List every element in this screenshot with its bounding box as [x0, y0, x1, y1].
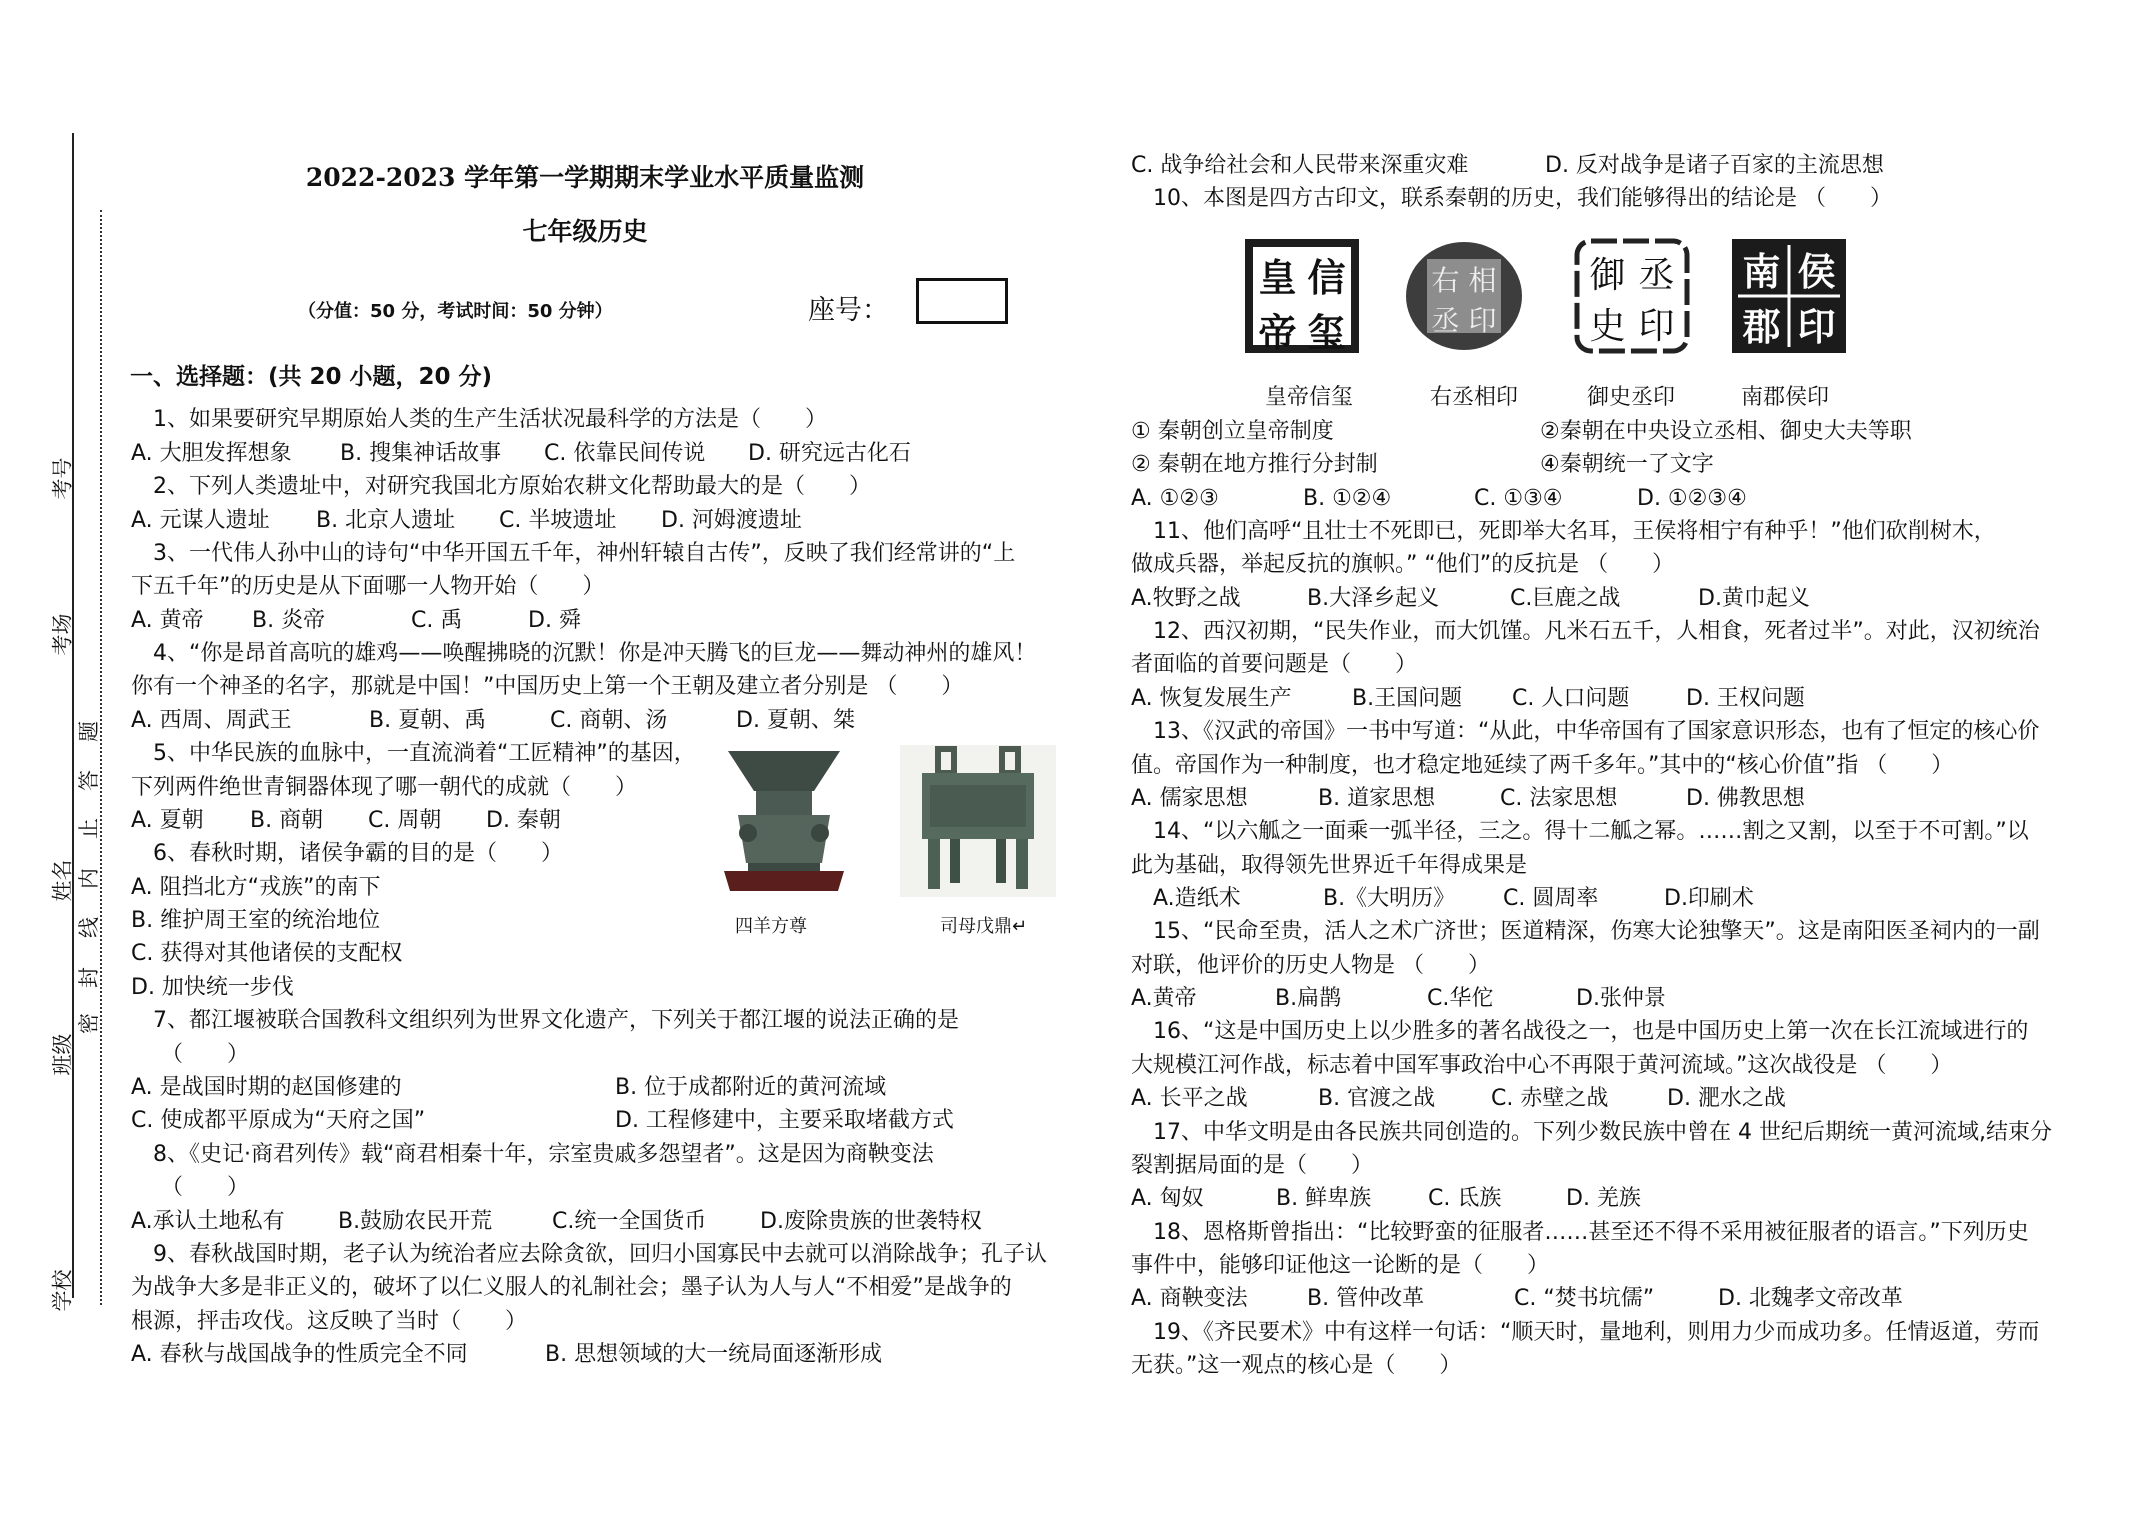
seat-label: 座号：: [808, 295, 889, 326]
option[interactable]: C.华佗: [1427, 986, 1494, 1011]
seal-char: 信: [1307, 255, 1346, 300]
image-caption-simuwu-ding: 司母戊鼎↵: [940, 916, 1028, 937]
option[interactable]: D. 羌族: [1566, 1186, 1641, 1211]
option[interactable]: B.大泽乡起义: [1307, 586, 1440, 611]
image-caption-sheep-zun: 四羊方尊: [735, 916, 807, 937]
option[interactable]: C. 圆周率: [1503, 886, 1599, 911]
seal-nanjun-marquis: [1730, 237, 1848, 355]
seal-char: 答: [77, 770, 101, 791]
seal-char: 印: [1638, 306, 1675, 347]
option[interactable]: D.张仲景: [1576, 986, 1666, 1011]
section-heading: 一、选择题：(共 20 小题，20 分): [130, 364, 493, 390]
option[interactable]: C. 人口问题: [1512, 686, 1630, 711]
option[interactable]: D. 反对战争是诸子百家的主流思想: [1545, 153, 1884, 178]
option[interactable]: B. 夏朝、禹: [369, 708, 487, 733]
option[interactable]: A. 匈奴: [1131, 1186, 1204, 1211]
class-label: 班级: [50, 1033, 75, 1076]
seat-number-box[interactable]: [916, 278, 1008, 324]
option[interactable]: A. 恢复发展生产: [1131, 686, 1292, 711]
option[interactable]: D. 淝水之战: [1667, 1086, 1786, 1111]
option[interactable]: D. 河姆渡遗址: [661, 508, 802, 533]
option[interactable]: D.黄巾起义: [1698, 586, 1810, 611]
option[interactable]: D. 舜: [528, 608, 581, 633]
seal-right-chancellor: [1405, 237, 1523, 355]
option[interactable]: C. 使成都平原成为“天府之国”: [131, 1108, 426, 1133]
option[interactable]: B. 位于成都附近的黄河流域: [615, 1075, 887, 1100]
option[interactable]: C. 半坡遗址: [499, 508, 617, 533]
four-sheep-square-zun-image: [718, 745, 850, 897]
option[interactable]: A. 夏朝: [131, 808, 204, 833]
seal-char: 印: [1468, 304, 1497, 337]
seal-char: 内: [77, 868, 101, 889]
seal-char: 封: [77, 967, 101, 988]
seal-char: 南: [1742, 249, 1781, 294]
option[interactable]: A. ①②③: [1131, 486, 1219, 511]
exam-title: 2022-2023 学年第一学期期末学业水平质量监测: [305, 163, 865, 192]
option[interactable]: A. 大胆发挥想象: [131, 441, 292, 466]
option[interactable]: C. 法家思想: [1500, 786, 1618, 811]
option[interactable]: D.废除贵族的世袭特权: [760, 1209, 982, 1234]
option[interactable]: C.统一全国货币: [552, 1209, 707, 1234]
option[interactable]: B. 搜集神话故事: [340, 441, 502, 466]
school-label: 学校: [50, 1269, 75, 1312]
seal-char: 侯: [1797, 249, 1836, 294]
option[interactable]: B. 管仲改革: [1307, 1286, 1425, 1311]
seal-char: 丞: [1638, 255, 1675, 296]
option[interactable]: A. 是战国时期的赵国修建的: [131, 1075, 402, 1100]
seal-char: 题: [77, 721, 101, 742]
option[interactable]: B. 道家思想: [1318, 786, 1436, 811]
option[interactable]: D. 夏朝、桀: [736, 708, 855, 733]
exam-room-label: 考场: [50, 613, 75, 656]
option[interactable]: A. 黄帝: [131, 608, 204, 633]
seal-char: 右: [1431, 264, 1460, 297]
binding-solid-line: [72, 133, 74, 1298]
option[interactable]: D. ①②③④: [1637, 486, 1747, 511]
option[interactable]: A. 西周、周武王: [131, 708, 292, 733]
exam-subject: 七年级历史: [522, 217, 648, 246]
option[interactable]: A.造纸术: [1153, 886, 1241, 911]
seal-censor: [1573, 237, 1691, 355]
name-label: 姓名: [50, 859, 75, 902]
option[interactable]: C. 周朝: [368, 808, 442, 833]
option[interactable]: A.黄帝: [1131, 986, 1197, 1011]
option[interactable]: D. 佛教思想: [1686, 786, 1805, 811]
option[interactable]: D. 研究远古化石: [748, 441, 911, 466]
seal-char: 御: [1589, 255, 1626, 296]
option[interactable]: C. 氐族: [1428, 1186, 1502, 1211]
seal-char: 郡: [1742, 304, 1781, 349]
option[interactable]: C. 依靠民间传说: [544, 441, 706, 466]
option[interactable]: D.印刷术: [1664, 886, 1754, 911]
option[interactable]: B. 官渡之战: [1318, 1086, 1436, 1111]
option[interactable]: C. 战争给社会和人民带来深重灾难: [1131, 153, 1469, 178]
seal-char: 止: [77, 818, 101, 839]
option[interactable]: D. 王权问题: [1686, 686, 1805, 711]
seal-char: 玺: [1307, 310, 1346, 355]
option[interactable]: A. 春秋与战国战争的性质完全不同: [131, 1342, 468, 1367]
option[interactable]: B. 炎帝: [252, 608, 326, 633]
option[interactable]: A.承认土地私有: [131, 1209, 285, 1234]
seal-emperor: [1243, 237, 1361, 355]
option[interactable]: D. 工程修建中，主要采取堵截方式: [615, 1108, 954, 1133]
seal-char: 印: [1797, 304, 1836, 349]
option[interactable]: C. ①③④: [1474, 486, 1563, 511]
option[interactable]: B. 鲜卑族: [1276, 1186, 1372, 1211]
option[interactable]: D. 北魏孝文帝改革: [1718, 1286, 1903, 1311]
option[interactable]: A.牧野之战: [1131, 586, 1241, 611]
option[interactable]: C. 商朝、汤: [550, 708, 668, 733]
simuwu-ding-image: [900, 745, 1056, 897]
option[interactable]: A. 商鞅变法: [1131, 1286, 1248, 1311]
option[interactable]: B. 思想领域的大一统局面逐渐形成: [545, 1342, 883, 1367]
student-id-label: 考号: [50, 457, 75, 500]
seal-char: 线: [77, 917, 101, 938]
exam-info: （分值：50 分，考试时间：50 分钟）: [298, 301, 613, 322]
option[interactable]: B. ①②④: [1303, 486, 1392, 511]
option[interactable]: C. 禹: [411, 608, 463, 633]
seal-char: 皇: [1258, 255, 1297, 300]
option[interactable]: B.《大明历》: [1323, 886, 1456, 911]
seal-char: 密: [77, 1013, 101, 1034]
option[interactable]: C. “焚书坑儒”: [1514, 1286, 1655, 1311]
option[interactable]: D. 秦朝: [486, 808, 561, 833]
option[interactable]: A. 长平之战: [1131, 1086, 1248, 1111]
option[interactable]: B. 北京人遗址: [316, 508, 456, 533]
seal-char: 史: [1589, 306, 1626, 347]
option[interactable]: B. 商朝: [250, 808, 324, 833]
seal-char: 相: [1468, 264, 1497, 297]
option[interactable]: B.王国问题: [1352, 686, 1463, 711]
binding-dotted-line: [100, 210, 102, 1305]
seal-char: 丞: [1431, 304, 1460, 337]
option[interactable]: A. 儒家思想: [1131, 786, 1248, 811]
option[interactable]: A. 元谋人遗址: [131, 508, 270, 533]
option[interactable]: C. 赤壁之战: [1491, 1086, 1609, 1111]
option[interactable]: B.鼓励农民开荒: [338, 1209, 493, 1234]
seal-char: 帝: [1258, 310, 1297, 355]
option[interactable]: C.巨鹿之战: [1510, 586, 1621, 611]
option[interactable]: B.扁鹊: [1275, 986, 1342, 1011]
